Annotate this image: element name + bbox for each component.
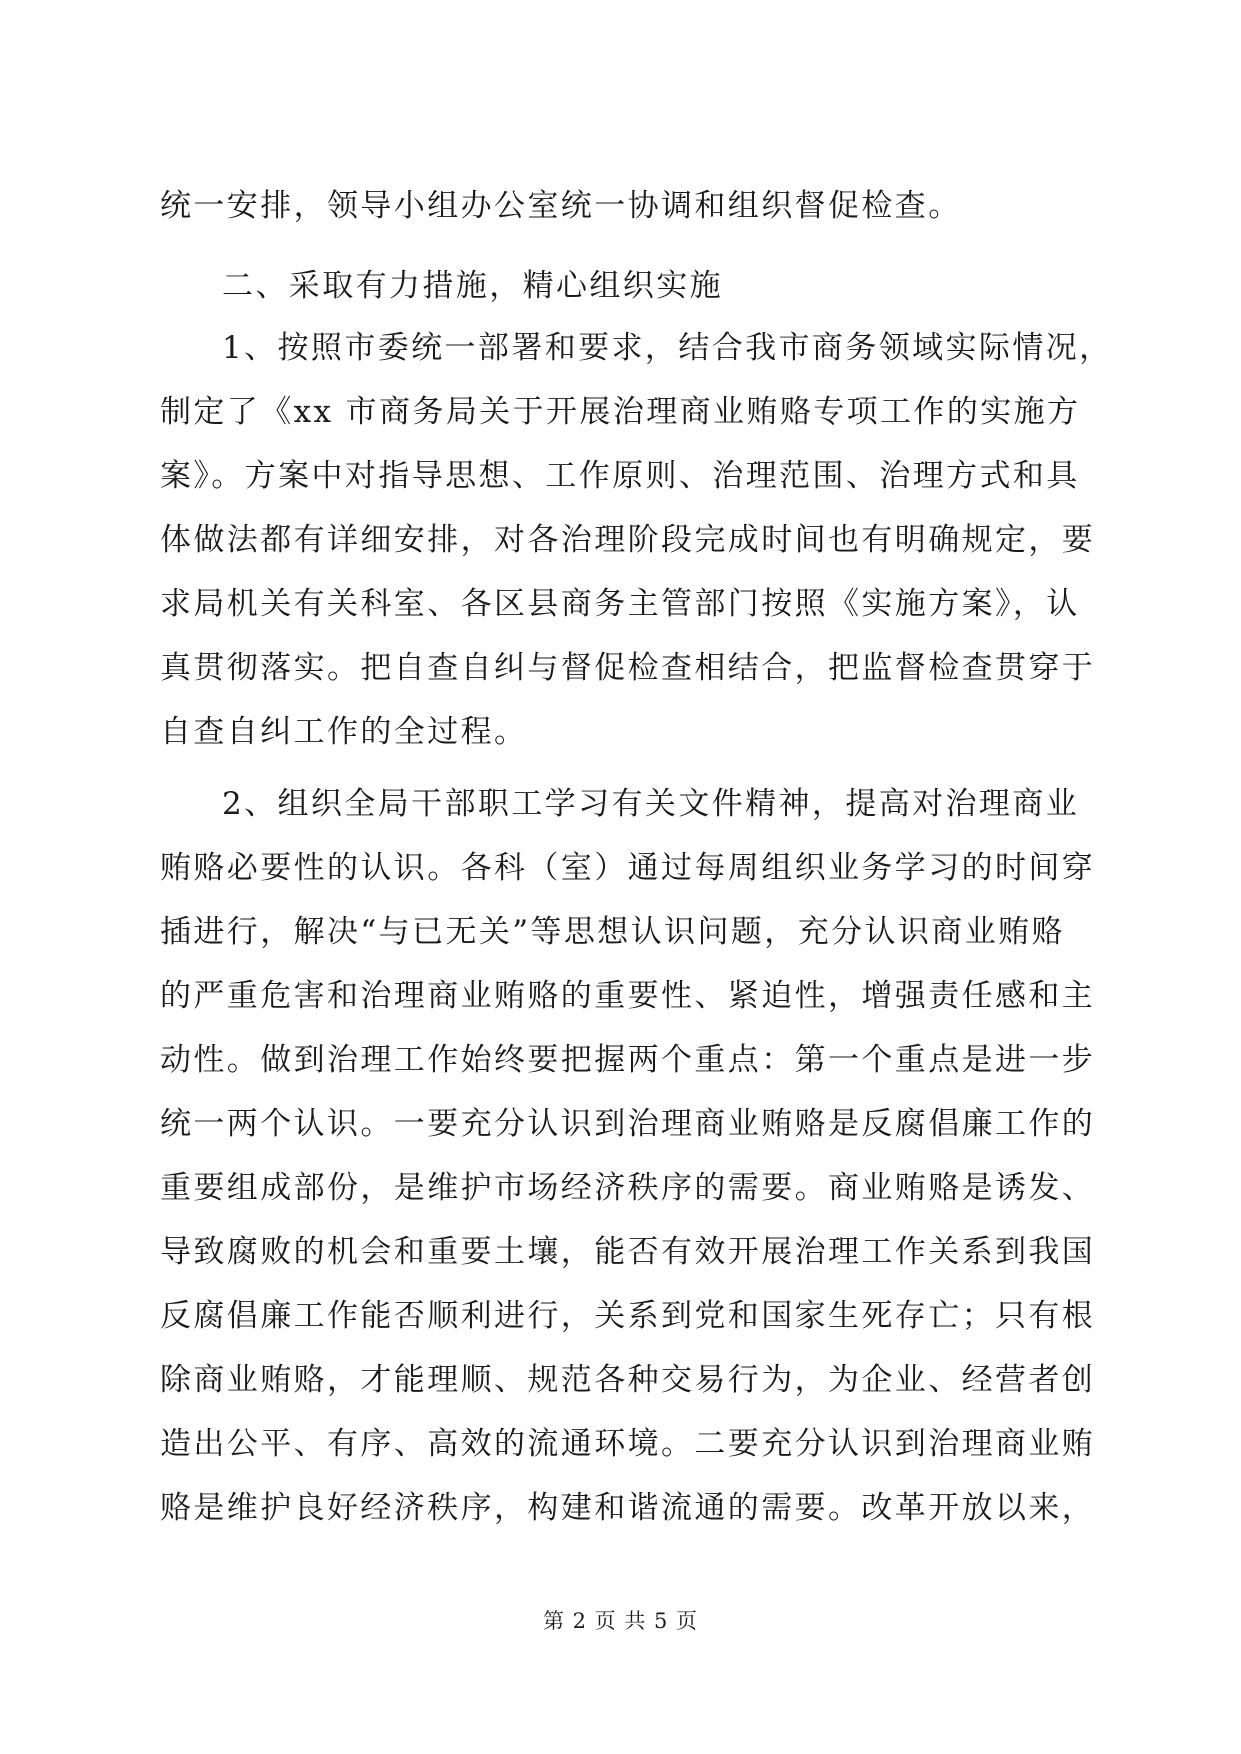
page-number-footer: 第 2 页 共 5 页 bbox=[542, 1609, 699, 1633]
body-text-line: 制定了《xx 市商务局关于开展治理商业贿赂专项工作的实施方 bbox=[160, 394, 1081, 430]
body-text-line: 体做法都有详细安排，对各治理阶段完成时间也有明确规定，要 bbox=[160, 522, 1096, 558]
body-text-line: 2、组织全局干部职工学习有关文件精神，提高对治理商业 bbox=[222, 786, 1080, 822]
body-text-line: 反腐倡廉工作能否顺利进行，关系到党和国家生死存亡；只有根 bbox=[160, 1298, 1096, 1334]
body-text-line: 1、按照市委统一部署和要求，结合我市商务领域实际情况， bbox=[222, 330, 1113, 366]
body-text-line: 案》。方案中对指导思想、工作原则、治理范围、治理方式和具 bbox=[160, 458, 1080, 494]
body-text-line: 赂是维护良好经济秩序，构建和谐流通的需要。改革开放以来， bbox=[160, 1490, 1096, 1526]
section-heading: 二、采取有力措施，精心组织实施 bbox=[222, 268, 723, 304]
body-text-line: 贿赂必要性的认识。各科（室）通过每周组织业务学习的时间穿 bbox=[160, 850, 1096, 886]
body-text-line: 动性。做到治理工作始终要把握两个重点：第一个重点是进一步 bbox=[160, 1042, 1096, 1078]
body-text-line: 插进行，解决“与已无关”等思想认识问题，充分认识商业贿赂 bbox=[160, 914, 1065, 950]
body-text-line: 导致腐败的机会和重要土壤，能否有效开展治理工作关系到我国 bbox=[160, 1234, 1096, 1270]
body-text-line: 统一安排，领导小组办公室统一协调和组织督促检查。 bbox=[160, 188, 962, 224]
body-text-line: 造出公平、有序、高效的流通环境。二要充分认识到治理商业贿 bbox=[160, 1426, 1096, 1462]
body-text-line: 统一两个认识。一要充分认识到治理商业贿赂是反腐倡廉工作的 bbox=[160, 1106, 1096, 1142]
body-text-line: 求局机关有关科室、各区县商务主管部门按照《实施方案》，认 bbox=[160, 586, 1080, 622]
body-text-line: 重要组成部份，是维护市场经济秩序的需要。商业贿赂是诱发、 bbox=[160, 1170, 1096, 1206]
body-text-line: 真贯彻落实。把自查自纠与督促检查相结合，把监督检查贯穿于 bbox=[160, 650, 1096, 686]
body-text-line: 自查自纠工作的全过程。 bbox=[160, 714, 528, 750]
body-text-line: 除商业贿赂，才能理顺、规范各种交易行为，为企业、经营者创 bbox=[160, 1362, 1096, 1398]
body-text-line: 的严重危害和治理商业贿赂的重要性、紧迫性，增强责任感和主 bbox=[160, 978, 1096, 1014]
